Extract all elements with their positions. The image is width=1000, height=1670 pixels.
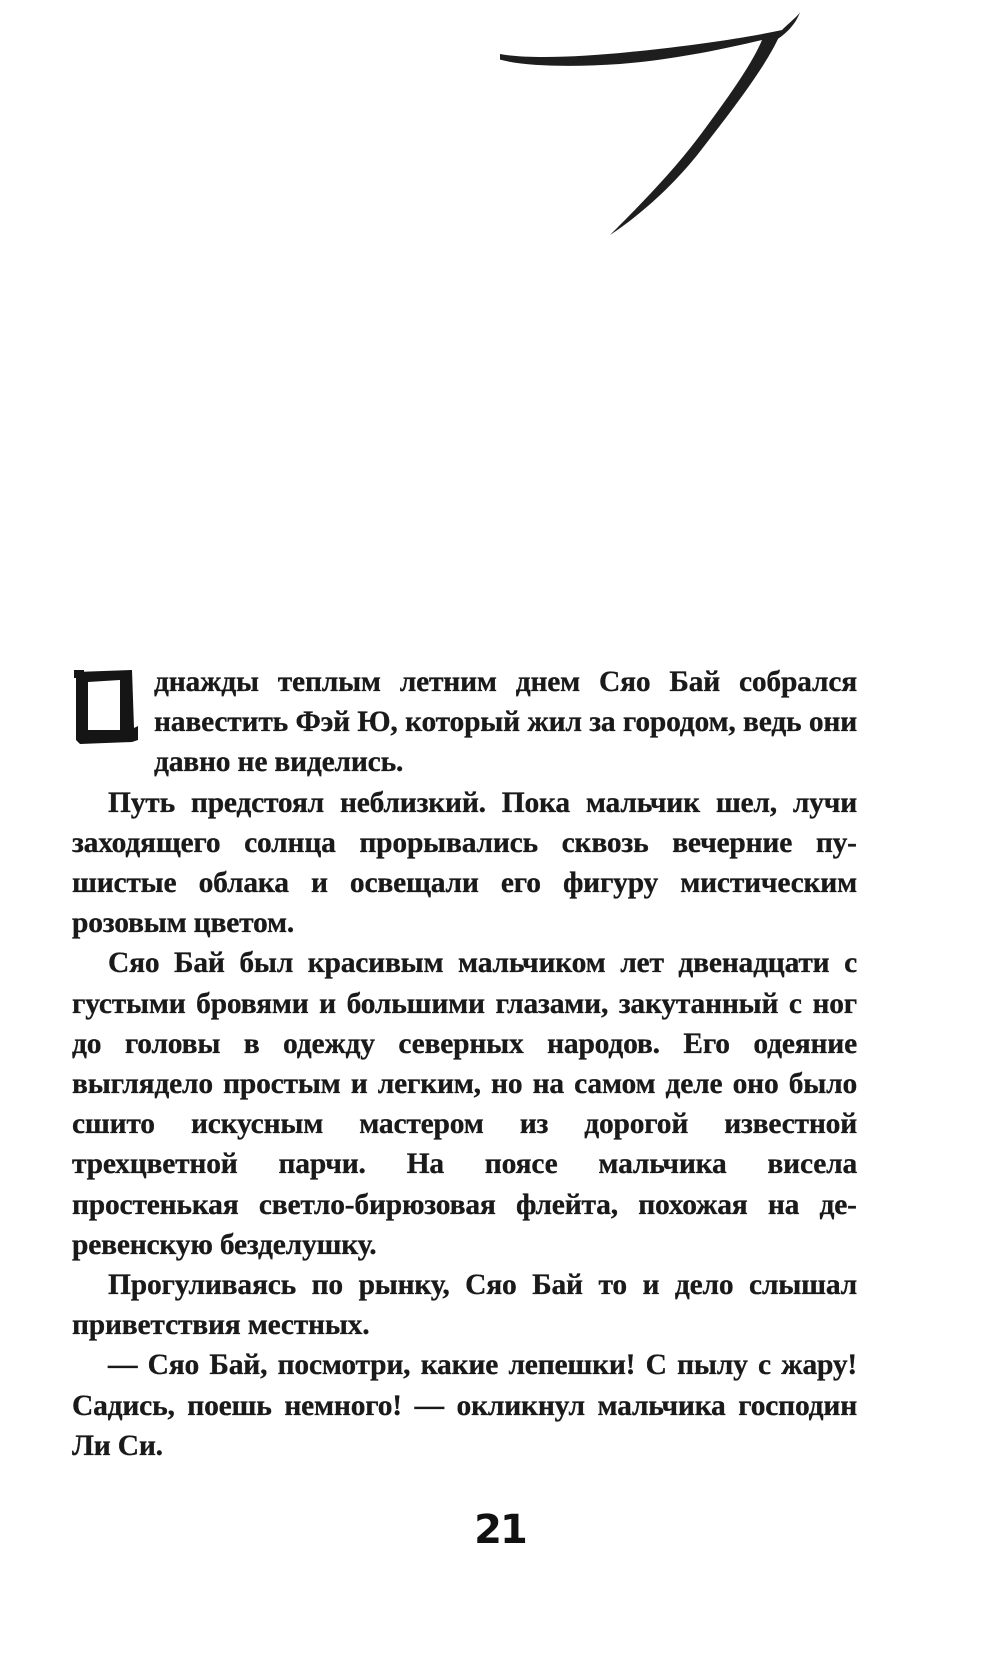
brush-stroke-decoration <box>500 0 840 235</box>
dropcap-letter-o <box>72 666 144 746</box>
story-text <box>72 662 857 1466</box>
paragraph-5: — Сяо Бай, посмотри, какие лепешки! С пылу с жару! Садись, поешь немного! — окликнул мальчика господин Ли Си. <box>72 1349 857 1462</box>
paragraph-1 <box>72 662 857 783</box>
paragraph-3: Сяо Бай был красивым мальчиком лет двенадцати с густыми бровями и большими глазами, закутанный с ног до головы в одежду северных народов. Его одеяние выглядело простым и легким, но на самом деле оно было сшито искусным мастером из дорогой известной трехцветной парчи. На поясе мальчика висела простенькая светло-бирюзовая флейта, похожая на деревенскую безделушку. <box>72 947 857 1261</box>
paragraph-1-text: днажды теплым летним днем Сяо Бай собрался навестить Фэй Ю, который жил за городом, ведь они давно не виделись. <box>154 666 857 779</box>
paragraph-2: Путь предстоял неблизкий. Пока мальчик шел, лучи заходящего солнца прорывались сквозь вечерние пушистые облака и освещали его фигуру мистическим розовым цветом. <box>72 786 857 940</box>
paragraph-4: Прогуливаясь по рынку, Сяо Бай то и дело слышал приветствия местных. <box>72 1269 857 1342</box>
page-number: 21 <box>474 1507 526 1553</box>
